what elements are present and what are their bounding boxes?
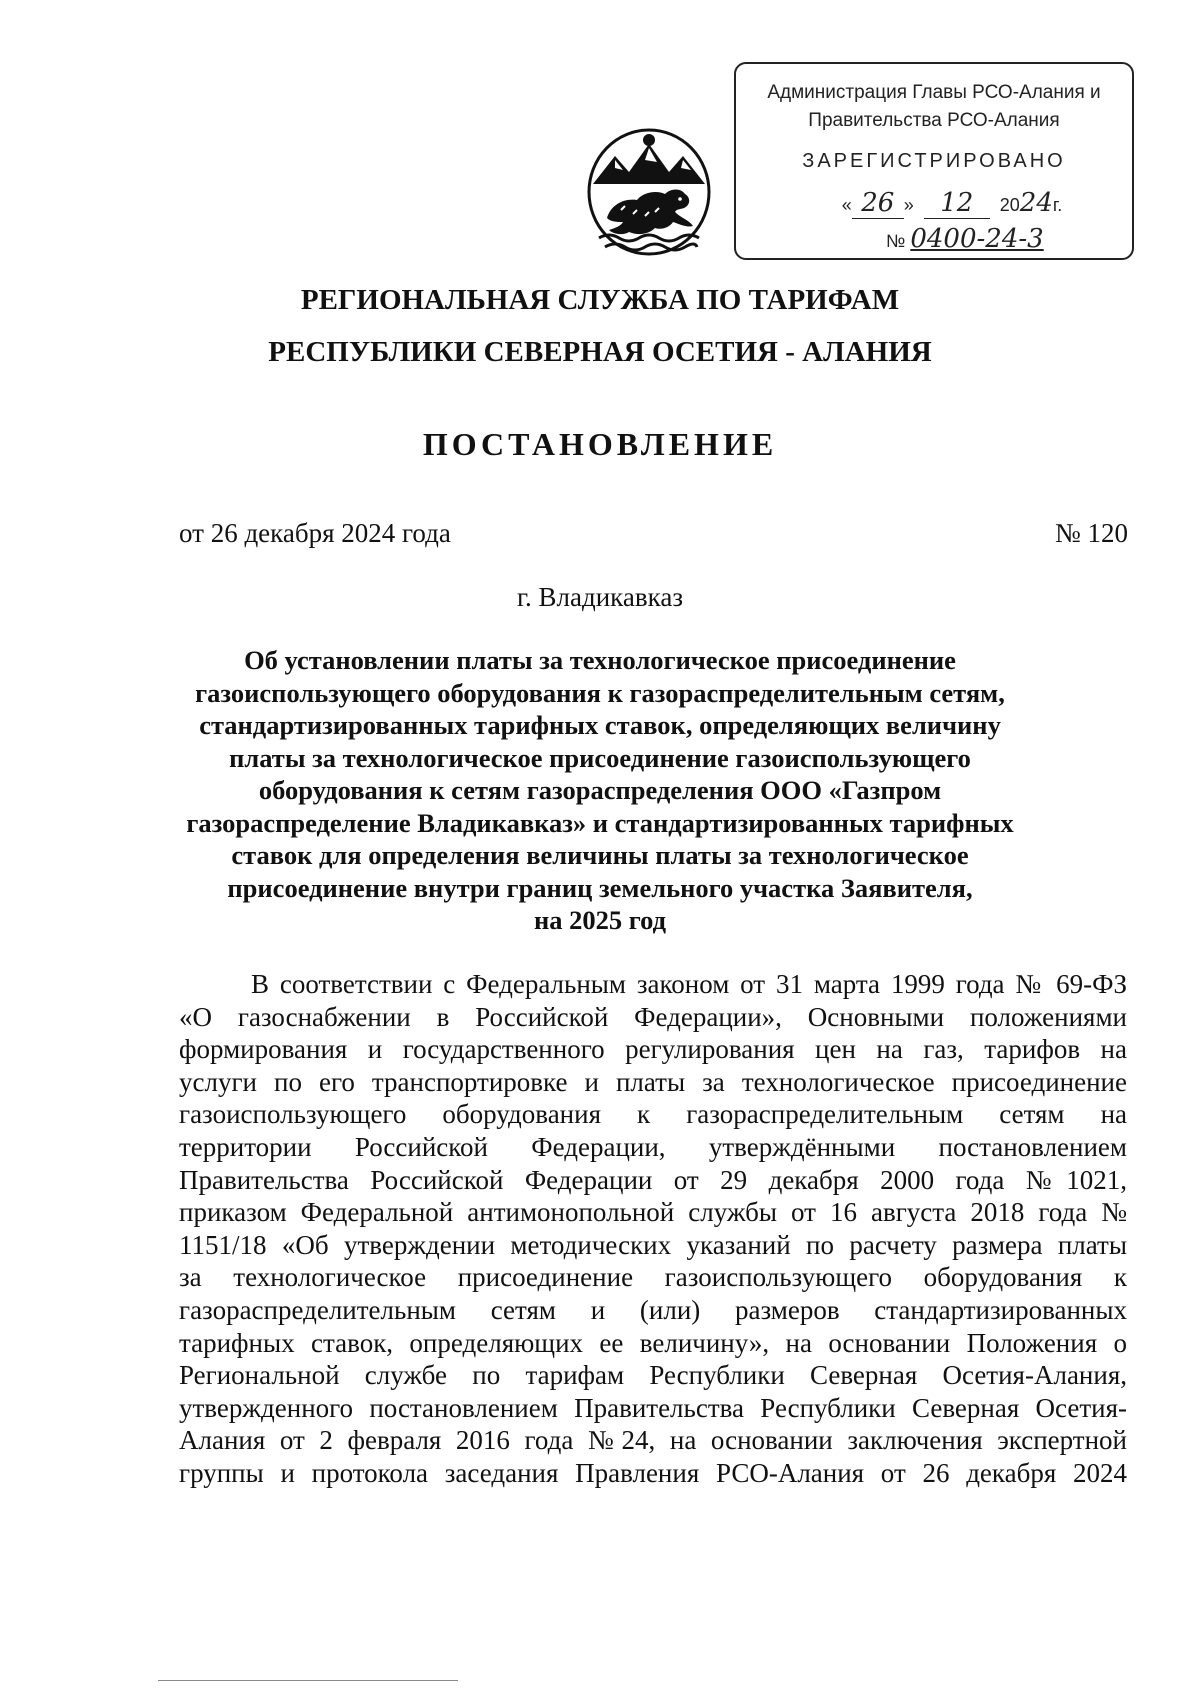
organization-name-line-1: РЕГИОНАЛЬНАЯ СЛУЖБА ПО ТАРИФАМ (300, 284, 900, 316)
stamp-line-government: Правительства РСО-Алания (808, 110, 1060, 131)
document-subject (150, 644, 1050, 937)
body-line: за технологическое присоединение газоиспользующего оборудования к (179, 1262, 1127, 1293)
body-line: территории Российской Федерации, утверждёнными постановлением (179, 1131, 1127, 1162)
stamp-registered: ЗАРЕГИСТРИРОВАНО (802, 150, 1066, 172)
stamp-month: 12 (924, 188, 990, 219)
subject-line: присоединение внутри границ земельного участка Заявителя, (227, 872, 973, 903)
stamp-number (886, 224, 1106, 254)
subject-line: платы за технологическое присоединение газоиспользующего (229, 742, 971, 773)
subject-line: на 2025 год (533, 905, 667, 935)
body-line: «О газоснабжении в Российской Федерации», Основными положениями (179, 1001, 1127, 1032)
body-line: Региональной службе по тарифам Республики Северная Осетия-Алания, (179, 1360, 1127, 1391)
body-line: Алания от 2 февраля 2016 года №24, на основании заключения экспертной (179, 1425, 1127, 1456)
body-line: формирования и государственного регулирования цен на газ, тарифов на (179, 1034, 1127, 1065)
stamp-date: « 26 » 12 2024г. (841, 188, 1063, 218)
subject-line: ставок для определения величины платы за технологическое (231, 840, 969, 870)
subject-line: Об установлении платы за технологическое присоединение (244, 645, 956, 675)
body-line: газораспределительным сетям и (или) размеров стандартизированных (179, 1294, 1127, 1325)
body-line: Правительства Российской Федерации от 29 декабря 2000 года №1021, (179, 1164, 1127, 1195)
footer-divider (158, 1680, 458, 1681)
registration-stamp (734, 62, 1134, 260)
subject-line: газораспределение Владикавказ» и стандартизированных тарифных (186, 807, 1014, 838)
body-line: 1151/18 «Об утверждении методических указаний по расчету размера платы (179, 1229, 1127, 1260)
document-date: от 26 декабря 2024 года (179, 518, 451, 548)
stamp-number-label: № (886, 231, 906, 251)
stamp-number-value: 0400-24-3 (910, 224, 1044, 254)
subject-line: оборудования к сетям газораспределения ООО «Газпром (258, 775, 942, 805)
subject-line: стандартизированных тарифных ставок, определяющих величину (199, 710, 1001, 740)
body-line: тарифных ставок, определяющих ее величину», на основании Положения о (179, 1327, 1127, 1358)
document-body-paragraph (179, 968, 1127, 1490)
body-line: утвержденного постановлением Правительства Республики Северная Осетия- (179, 1392, 1127, 1423)
body-line: приказом Федеральной антимонопольной службы от 16 августа 2018 года № (179, 1197, 1127, 1228)
body-line: газоиспользующего оборудования к газораспределительным сетям на (179, 1099, 1127, 1130)
body-line: В соответствии с Федеральным законом от 31 марта 1999 года № 69-ФЗ (251, 969, 1127, 999)
document-type-heading: ПОСТАНОВЛЕНИЕ (422, 426, 778, 462)
organization-name-line-2: РЕСПУБЛИКИ СЕВЕРНАЯ ОСЕТИЯ - АЛАНИЯ (268, 336, 932, 368)
body-line: группы и протокола заседания Правления РСО-Алания от 26 декабря 2024 (179, 1457, 1127, 1488)
document-number: № 120 (1054, 518, 1128, 548)
stamp-line-administration: Администрация Главы РСО-Алания и (767, 82, 1101, 103)
stamp-year: 24 (1019, 188, 1053, 218)
document-city: г. Владикавказ (517, 582, 683, 612)
stamp-year-prefix: 20 (999, 195, 1020, 215)
body-line: услуги по его транспортировке и платы за технологическое присоединение (179, 1066, 1127, 1097)
stamp-day: 26 (852, 188, 904, 219)
stamp-year-suffix: г. (1052, 195, 1063, 215)
coat-of-arms-emblem (585, 126, 713, 258)
subject-line: газоиспользующего оборудования к газораспределительным сетям, (195, 677, 1005, 708)
